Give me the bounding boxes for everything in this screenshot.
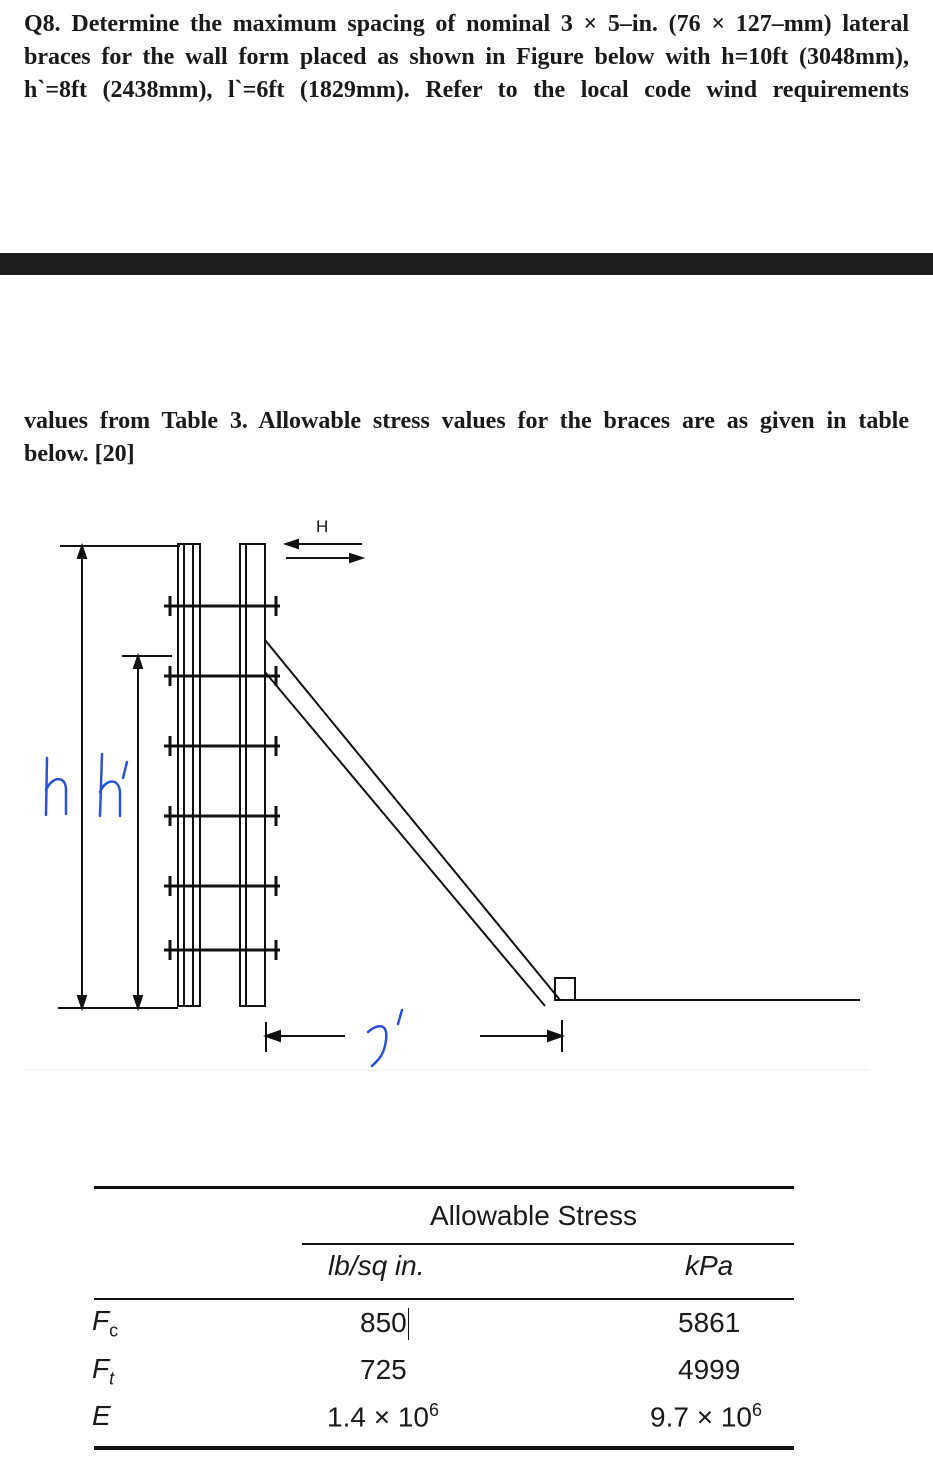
handwritten-h-prime-mark	[100, 754, 127, 816]
table-bottom-rule	[94, 1446, 794, 1450]
symbol-ft	[92, 1353, 114, 1390]
force-h-label: H	[316, 517, 329, 536]
ft-imperial-value: 725	[360, 1354, 407, 1385]
question-line-5: below. [20]	[24, 441, 135, 467]
form-right-panel	[240, 544, 265, 1006]
question-line-4: values from Table 3. Allowable stress values for the braces are as given in table	[24, 408, 909, 434]
handwritten-labels	[46, 754, 402, 1066]
handwritten-h-mark	[46, 758, 66, 815]
question-text-top	[24, 8, 909, 107]
allowable-stress-table	[0, 1180, 933, 1472]
fc-imperial-value: 850	[360, 1307, 407, 1338]
lateral-brace	[265, 640, 575, 1006]
table-header-rule	[302, 1243, 794, 1245]
fc-metric-value: 5861	[678, 1307, 741, 1338]
e-imperial-exp: 6	[428, 1400, 439, 1420]
symbol-ft-sub: t	[109, 1368, 115, 1389]
symbol-e: E	[92, 1400, 111, 1431]
table-unit-rule	[94, 1298, 794, 1300]
question-line-1: Q8. Determine the maximum spacing of nominal 3 × 5–in. (76 × 127–mm) lateral	[24, 11, 909, 37]
table-header: Allowable Stress	[430, 1200, 637, 1231]
handwritten-l-prime-mark	[368, 1010, 402, 1066]
divider-bar	[0, 253, 933, 275]
ft-metric-value: 4999	[678, 1354, 741, 1385]
symbol-fc-base: F	[92, 1305, 110, 1336]
wall-form-figure	[0, 500, 933, 1080]
e-imperial-value	[327, 1400, 439, 1433]
e-metric-exp: 6	[751, 1400, 762, 1420]
e-metric-base: 9.7 × 10	[650, 1401, 752, 1433]
unit-metric: kPa	[685, 1250, 734, 1281]
h-prime-dimension	[122, 656, 172, 1008]
h-dimension	[58, 546, 180, 1008]
text-cursor	[408, 1308, 409, 1340]
question-line-2: braces for the wall form placed as shown in Figure below with h=10ft (3048mm),	[24, 44, 909, 70]
question-text-bottom	[24, 405, 909, 471]
table-top-rule	[94, 1186, 794, 1189]
e-metric-value	[650, 1400, 762, 1433]
form-ties	[164, 596, 280, 960]
wind-force-arrows	[286, 540, 362, 562]
question-line-3: h`=8ft (2438mm), l`=6ft (1829mm). Refer to the local code wind requirements	[24, 77, 909, 103]
l-prime-dimension	[266, 1020, 562, 1052]
symbol-fc	[92, 1305, 118, 1342]
form-left-panel	[178, 544, 200, 1006]
e-imperial-base: 1.4 × 10	[327, 1401, 429, 1433]
unit-imperial: lb/sq in.	[328, 1250, 425, 1281]
symbol-fc-sub: c	[109, 1320, 119, 1341]
symbol-ft-base: F	[92, 1353, 110, 1384]
